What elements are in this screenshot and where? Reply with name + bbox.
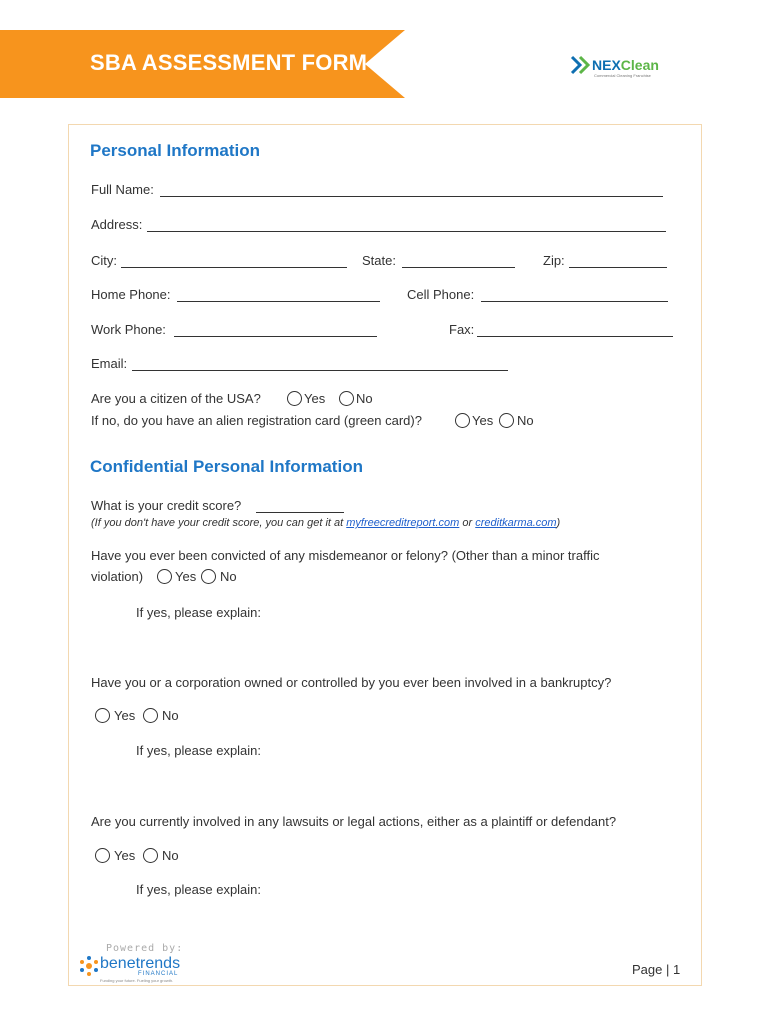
alien-no-radio[interactable]: [499, 413, 514, 428]
conviction-yes-radio[interactable]: [157, 569, 172, 584]
benetrends-tagline: Funding your future. Fueling your growth.: [100, 978, 174, 983]
form-title: SBA ASSESSMENT FORM: [90, 50, 368, 75]
email-field[interactable]: [132, 370, 508, 371]
address-field[interactable]: [147, 231, 666, 232]
work-phone-field[interactable]: [174, 336, 377, 337]
home-phone-field[interactable]: [177, 301, 380, 302]
alien-yes-radio[interactable]: [455, 413, 470, 428]
sunburst-logo-icon: [78, 955, 100, 977]
home-phone-label: Home Phone:: [91, 287, 171, 302]
lawsuit-yes-label: Yes: [114, 848, 136, 863]
benetrends-wordmark: benetrends: [100, 955, 181, 972]
citizen-yes-radio[interactable]: [287, 391, 302, 406]
city-field[interactable]: [121, 267, 347, 268]
alien-yes-label: Yes: [472, 413, 494, 428]
cell-phone-field[interactable]: [481, 301, 668, 302]
citizen-no-radio[interactable]: [339, 391, 354, 406]
zip-label: Zip:: [543, 253, 565, 268]
benetrends-logo: [78, 955, 198, 985]
citizen-no-label: No: [356, 391, 373, 406]
myfreecreditreport-link[interactable]: myfreecreditreport.com: [346, 517, 460, 529]
email-label: Email:: [91, 356, 128, 371]
nexclean-logo: [570, 52, 670, 82]
state-field[interactable]: [402, 267, 515, 268]
conviction-no-label: No: [220, 569, 237, 584]
bankruptcy-no-radio[interactable]: [143, 708, 158, 723]
page-number: Page | 1: [632, 962, 681, 977]
alien-card-question: If no, do you have an alien registration card (green card)?: [91, 413, 422, 428]
full-name-label: Full Name:: [91, 182, 154, 197]
bankruptcy-question: Have you or a corporation owned or controlled by you ever been involved in a bankruptcy?: [91, 675, 612, 690]
city-label: City:: [91, 253, 117, 268]
lawsuit-yes-radio[interactable]: [95, 848, 110, 863]
citizen-yes-label: Yes: [304, 391, 326, 406]
lawsuit-no-label: No: [162, 848, 179, 863]
conviction-no-radio[interactable]: [201, 569, 216, 584]
bankruptcy-yes-radio[interactable]: [95, 708, 110, 723]
alien-no-label: No: [517, 413, 534, 428]
conviction-question-line1: Have you ever been convicted of any misdemeanor or felony? (Other than a minor traffic: [91, 548, 600, 563]
logo-tagline: Commercial Cleaning Franchise: [594, 73, 651, 78]
citizen-question: Are you a citizen of the USA?: [91, 391, 261, 406]
benetrends-subtitle: FINANCIAL: [138, 971, 179, 977]
credit-score-note: (If you don't have your credit score, you can get it at myfreecreditreport.com or creditkarma.com): [91, 517, 561, 529]
fax-field[interactable]: [477, 336, 673, 337]
full-name-field[interactable]: [160, 196, 663, 197]
state-label: State:: [362, 253, 396, 268]
bankruptcy-yes-label: Yes: [114, 708, 136, 723]
header-banner: [0, 30, 405, 98]
address-label: Address:: [91, 217, 143, 232]
lawsuit-explain-label: If yes, please explain:: [136, 882, 262, 897]
chevron-logo-icon: [570, 55, 592, 75]
credit-score-field[interactable]: [256, 512, 344, 513]
lawsuit-question: Are you currently involved in any lawsuits or legal actions, either as a plaintiff or defendant?: [91, 814, 617, 829]
conviction-yes-label: Yes: [175, 569, 197, 584]
bankruptcy-no-label: No: [162, 708, 179, 723]
section-heading-personal: Personal Information: [90, 141, 261, 160]
work-phone-label: Work Phone:: [91, 322, 166, 337]
zip-field[interactable]: [569, 267, 667, 268]
creditkarma-link[interactable]: creditkarma.com: [475, 517, 557, 529]
conviction-question-line2: violation): [91, 569, 144, 584]
powered-by-label: Powered by:: [106, 943, 184, 954]
fax-label: Fax:: [449, 322, 475, 337]
bankruptcy-explain-label: If yes, please explain:: [136, 743, 262, 758]
section-heading-confidential: Confidential Personal Information: [90, 457, 363, 476]
logo-wordmark: NEXClean: [592, 57, 659, 73]
credit-score-question: What is your credit score?: [91, 498, 242, 513]
conviction-explain-label: If yes, please explain:: [136, 605, 262, 620]
cell-phone-label: Cell Phone:: [407, 287, 475, 302]
lawsuit-no-radio[interactable]: [143, 848, 158, 863]
